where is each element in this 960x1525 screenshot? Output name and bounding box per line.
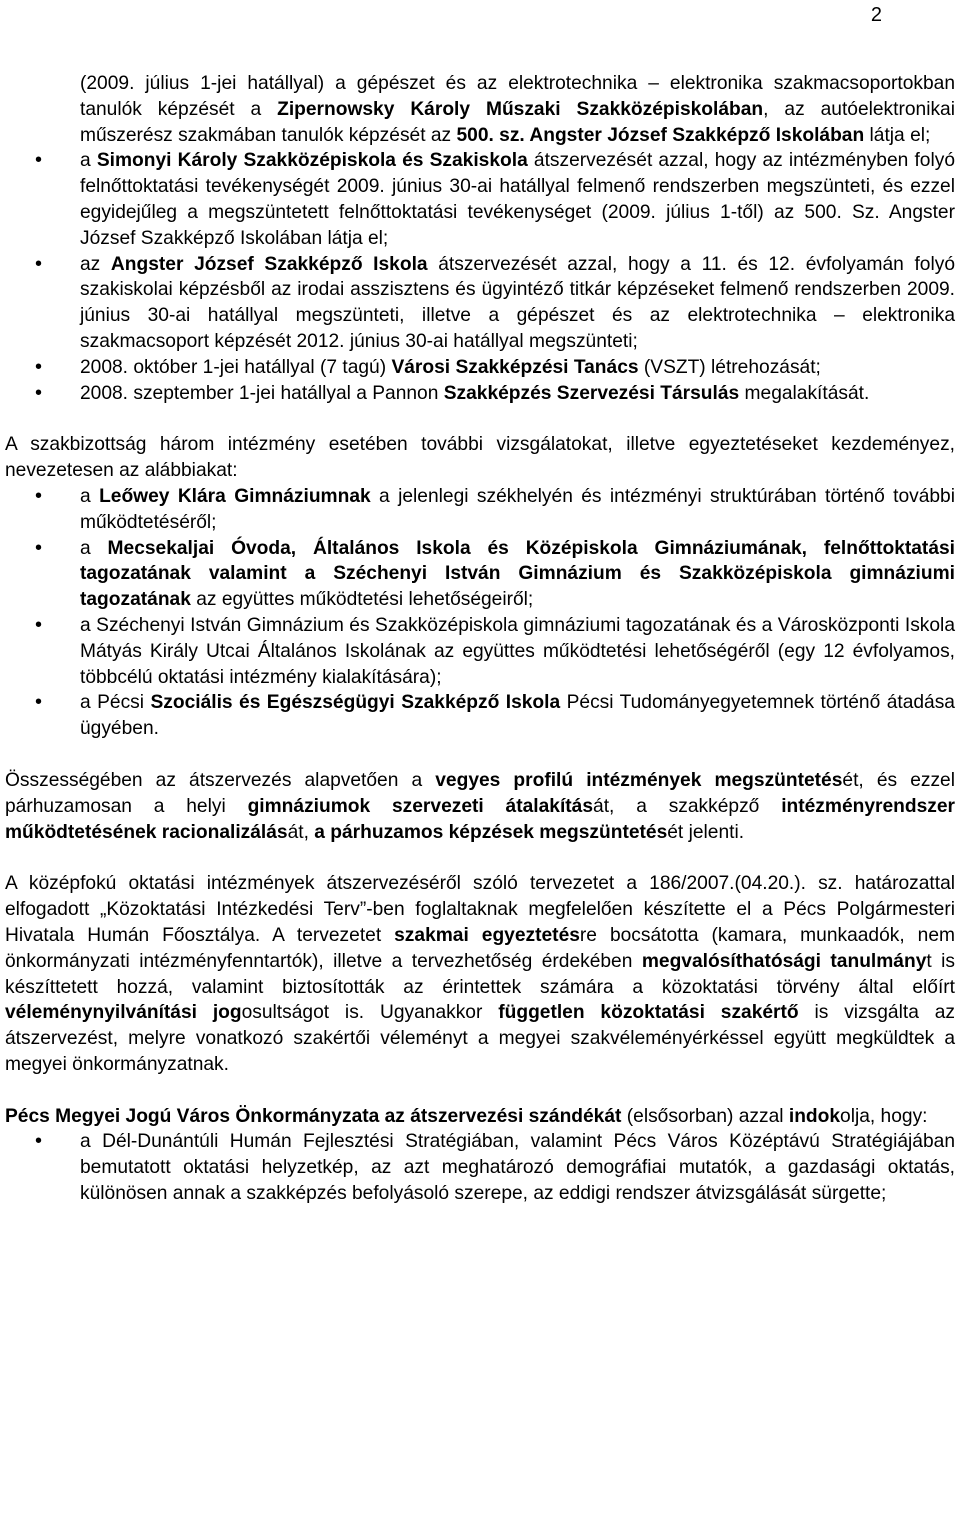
bold-text: Pécs Megyei Jogú Város Önkormányzata az átszervezési szándékát <box>5 1105 622 1127</box>
text-run: A középfokú oktatási intézmények átszervezéséről szóló tervezetet a 186/2007.(04.20.). sz. határozattal elfogadott „Közoktatási Intézkedési Terv”-ben foglaltaknak megfelelően készítette el a Pécs Polgármesteri Hivatala Humán Főosztálya. A tervezetet <box>5 873 955 946</box>
text-run: a <box>80 150 97 172</box>
text-run: az <box>80 253 111 275</box>
text-run: (VSZT) létrehozását; <box>638 356 821 378</box>
bold-text: 500. sz. Angster József Szakképző Iskolában <box>456 124 865 146</box>
text-run: a Pécsi <box>80 692 151 714</box>
list-item <box>5 381 955 407</box>
list-item <box>5 484 955 536</box>
bold-text: megvalósíthatósági tanulmány <box>641 950 927 972</box>
text-run: Pécsi Tudományegyetemnek történő átadása ügyében. <box>80 692 955 740</box>
list-item <box>5 690 955 742</box>
list-item <box>5 1129 955 1206</box>
text-run: a Széchenyi István Gimnázium és Szakközépiskola gimnáziumi tagozatának és a Városközponti Iskola Mátyás Király Utcai Általános Iskolának az együttes működtetési lehetőségéről (egy 12 évfolyamos, többcélú oktatási intézmény kialakítására); <box>80 614 955 688</box>
list-item <box>5 148 955 251</box>
text-run: átszervezését azzal, hogy az intézményben folyó felnőttoktatási tevékenységét 2009. június 30-ai hatállyal felmenő rendszerben megszünteti, és ezzel egyidejűleg a megszüntetett felnőttoktatási tevékenységet (2009. július 1-től) az 500. Sz. Angster József Szakképző Iskolában látja el; <box>80 150 955 249</box>
text-run: átszervezését azzal, hogy a 11. és 12. évfolyamán folyó szakiskolai képzésből az irodai asszisztens és ügyintéző titkár képzéseket felmenő rendszerben 2009. június 30-ai hatállyal megszünteti, illetve a gépészet és az elektrotechnika – elektronika szakmacsoport képzését 2012. június 30-ai hatállyal megszünteti; <box>80 253 955 352</box>
text-run: látja el; <box>864 124 931 146</box>
text-run: , az autóelektronikai műszerész szakmában tanulók képzését az <box>80 98 955 146</box>
paragraph-review-intro: A szakbizottság három intézmény esetében további vizsgálatokat, illetve egyeztetéseket kezdeményez, nevezetesen az alábbiakat: <box>5 434 955 482</box>
bold-text: gimnáziumok szervezeti átalakítás <box>247 795 594 817</box>
text-run: t is készíttetett hozzá, valamint biztosították az érintettek számára a közoktatási törvény által előírt <box>5 950 955 998</box>
bold-text: független közoktatási szakértő <box>498 1002 799 1024</box>
bold-text: Szociális és Egészségügyi Szakképző Iskola <box>150 692 561 714</box>
text-run: olja, hogy: <box>840 1105 928 1127</box>
list-review-items <box>5 484 955 742</box>
list-item <box>5 536 955 613</box>
bold-text: Szakképzés Szervezési Társulás <box>443 382 740 404</box>
list-item <box>5 71 955 148</box>
bold-text: véleménynyilvánítási jog <box>5 1002 242 1024</box>
text-run: a <box>80 485 100 507</box>
bold-text: indok <box>788 1105 841 1127</box>
bold-text: szakmai egyeztetés <box>394 924 580 946</box>
list-item <box>5 355 955 381</box>
text-run: át, <box>287 821 315 843</box>
list-justification <box>5 1129 955 1206</box>
bold-text: Mecsekaljai Óvoda, Általános Iskola és Középiskola Gimnáziumának, felnőttoktatási tagozatának valamint a Széchenyi István Gimnázium és Szakközépiskola gimnáziumi tagozatának <box>80 537 955 611</box>
text-run: ét, és ezzel párhuzamosan a helyi <box>5 769 955 817</box>
text-run: ét jelenti. <box>667 821 745 843</box>
text-run: a <box>80 537 108 559</box>
paragraph-preparation <box>5 871 955 1077</box>
bold-text: Simonyi Károly Szakközépiskola és Szakiskola <box>96 150 528 172</box>
list-maintenance-decisions <box>5 71 955 406</box>
text-run: osultságot is. Ugyanakkor <box>241 1002 499 1024</box>
bold-text: Zipernowsky Károly Műszaki Szakközépiskolában <box>277 98 764 120</box>
text-run: az együttes működtetési lehetőségeiről; <box>190 589 534 611</box>
text-run: is vizsgálta az átszervezést, melyre vonatkozó szakértői véleményt a megyei szakvéleményérkéssel együtt megküldtek a megyei önkormányzatnak. <box>5 1002 955 1075</box>
text-run: Összességében az átszervezés alapvetően a <box>5 769 436 791</box>
list-item <box>5 613 955 690</box>
text-run: 2008. szeptember 1-jei hatállyal a Pannon <box>80 382 444 404</box>
paragraph-justification-intro <box>5 1104 955 1130</box>
bold-text: Városi Szakképzési Tanács <box>391 356 639 378</box>
text-run: 2008. október 1-jei hatállyal (7 tagú) <box>80 356 392 378</box>
bold-text: a párhuzamos képzések megszüntetés <box>314 821 668 843</box>
text-run: a Dél-Dunántúli Humán Fejlesztési Stratégiában, valamint Pécs Város Középtávú Stratégiájában bemutatott oktatási helyzetkép, az azt meghatározó demográfiai mutatók, a gazdasági oktatás, különösen annak a szakképzés befolyásoló szerepe, az eddigi rendszer átvizsgálását sürgette; <box>80 1131 955 1205</box>
text-run: a jelenlegi székhelyén és intézményi struktúrában történő további működtetéséről; <box>80 485 955 533</box>
text-run: megalakítását. <box>739 382 870 404</box>
text-run: (elsősorban) azzal <box>621 1105 789 1127</box>
text-run: (2009. július 1-jei hatállyal) a gépészet és az elektrotechnika – elektronika szakmacsoportokban tanulók képzését a <box>80 73 955 120</box>
bold-text: intézményrendszer működtetésének racionalizálás <box>5 795 955 843</box>
bold-text: Angster József Szakképző Iskola <box>110 253 428 275</box>
text-run: át, a szakképző <box>593 795 782 817</box>
text-run: re bocsátotta (kamara, munkaadók, nem önkormányzati intézményfenntartók), illetve a tervezhetőség érdekében <box>5 924 956 972</box>
bold-text: Leőwey Klára Gimnáziumnak <box>99 485 371 507</box>
list-item <box>5 252 955 355</box>
paragraph-summary <box>5 768 955 845</box>
page-number: 2 <box>870 4 882 26</box>
document-body <box>5 71 955 1207</box>
bold-text: vegyes profilú intézmények megszüntetés <box>435 769 843 791</box>
